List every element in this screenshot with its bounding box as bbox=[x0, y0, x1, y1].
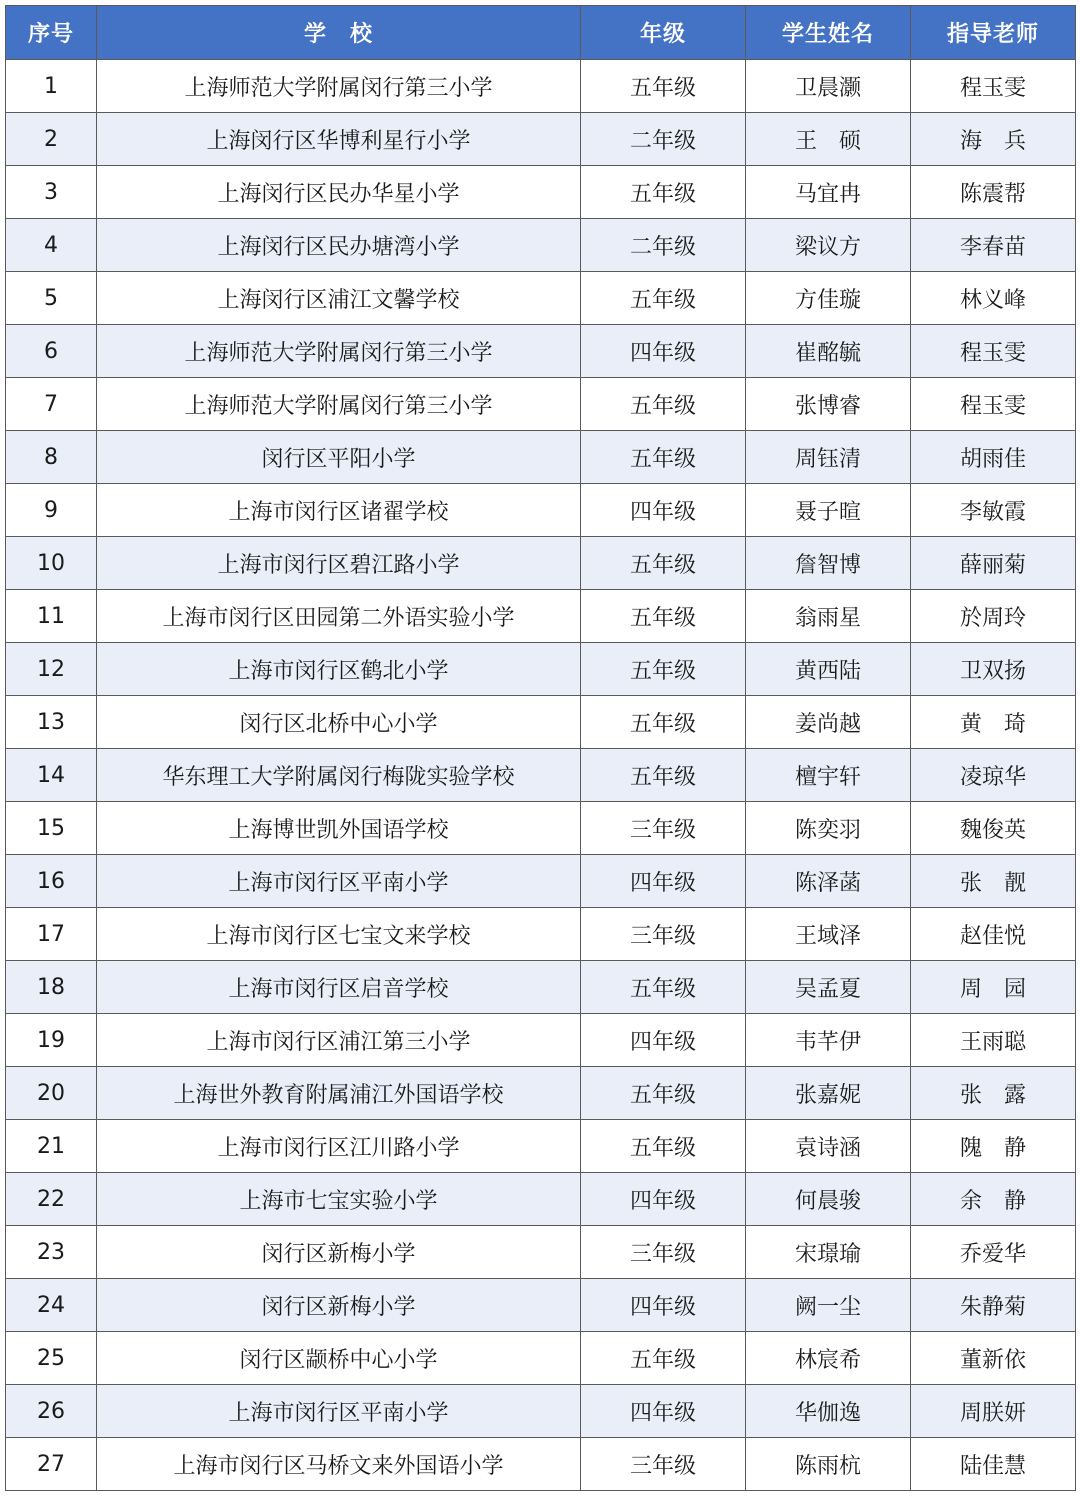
cell-student-name: 崔酩毓 bbox=[746, 325, 911, 378]
cell-school: 闵行区新梅小学 bbox=[97, 1226, 581, 1279]
header-number: 序号 bbox=[6, 6, 97, 60]
cell-teacher: 王雨聪 bbox=[911, 1014, 1076, 1067]
table-row bbox=[6, 431, 1076, 484]
cell-school: 上海市七宝实验小学 bbox=[97, 1173, 581, 1226]
cell-school: 上海市闵行区马桥文来外国语小学 bbox=[97, 1438, 581, 1491]
cell-student-name: 陈奕羽 bbox=[746, 802, 911, 855]
cell-number: 14 bbox=[6, 749, 97, 802]
table-row bbox=[6, 961, 1076, 1014]
cell-teacher: 张 露 bbox=[911, 1067, 1076, 1120]
table-row bbox=[6, 60, 1076, 113]
cell-school: 闵行区北桥中心小学 bbox=[97, 696, 581, 749]
cell-school: 上海市闵行区诸翟学校 bbox=[97, 484, 581, 537]
cell-grade: 三年级 bbox=[581, 802, 746, 855]
cell-school: 上海市闵行区田园第二外语实验小学 bbox=[97, 590, 581, 643]
cell-grade: 四年级 bbox=[581, 325, 746, 378]
cell-student-name: 吴孟夏 bbox=[746, 961, 911, 1014]
cell-number: 19 bbox=[6, 1014, 97, 1067]
cell-student-name: 宋璟瑜 bbox=[746, 1226, 911, 1279]
cell-school: 上海师范大学附属闵行第三小学 bbox=[97, 60, 581, 113]
cell-school: 上海市闵行区平南小学 bbox=[97, 1385, 581, 1438]
cell-teacher: 董新依 bbox=[911, 1332, 1076, 1385]
cell-number: 10 bbox=[6, 537, 97, 590]
cell-school: 华东理工大学附属闵行梅陇实验学校 bbox=[97, 749, 581, 802]
cell-number: 8 bbox=[6, 431, 97, 484]
cell-school: 上海市闵行区鹤北小学 bbox=[97, 643, 581, 696]
cell-grade: 五年级 bbox=[581, 643, 746, 696]
cell-grade: 五年级 bbox=[581, 961, 746, 1014]
cell-student-name: 韦芊伊 bbox=[746, 1014, 911, 1067]
cell-number: 11 bbox=[6, 590, 97, 643]
cell-grade: 五年级 bbox=[581, 1332, 746, 1385]
table-row bbox=[6, 219, 1076, 272]
table-row bbox=[6, 1173, 1076, 1226]
header-teacher: 指导老师 bbox=[911, 6, 1076, 60]
cell-teacher: 乔爱华 bbox=[911, 1226, 1076, 1279]
cell-grade: 四年级 bbox=[581, 1014, 746, 1067]
cell-teacher: 李敏霞 bbox=[911, 484, 1076, 537]
cell-school: 闵行区平阳小学 bbox=[97, 431, 581, 484]
table-row bbox=[6, 855, 1076, 908]
cell-grade: 五年级 bbox=[581, 166, 746, 219]
table-row bbox=[6, 1438, 1076, 1491]
table-row bbox=[6, 113, 1076, 166]
roster-sheet bbox=[5, 5, 1075, 1491]
table-row bbox=[6, 590, 1076, 643]
cell-number: 13 bbox=[6, 696, 97, 749]
table-row bbox=[6, 1385, 1076, 1438]
cell-student-name: 詹智博 bbox=[746, 537, 911, 590]
cell-school: 上海闵行区华博利星行小学 bbox=[97, 113, 581, 166]
cell-grade: 五年级 bbox=[581, 60, 746, 113]
cell-number: 17 bbox=[6, 908, 97, 961]
cell-grade: 五年级 bbox=[581, 1120, 746, 1173]
cell-number: 26 bbox=[6, 1385, 97, 1438]
cell-teacher: 黄 琦 bbox=[911, 696, 1076, 749]
cell-grade: 五年级 bbox=[581, 696, 746, 749]
cell-number: 18 bbox=[6, 961, 97, 1014]
table-row bbox=[6, 908, 1076, 961]
cell-grade: 五年级 bbox=[581, 378, 746, 431]
cell-grade: 四年级 bbox=[581, 1173, 746, 1226]
cell-teacher: 魏俊英 bbox=[911, 802, 1076, 855]
cell-school: 上海闵行区民办塘湾小学 bbox=[97, 219, 581, 272]
cell-number: 23 bbox=[6, 1226, 97, 1279]
cell-number: 7 bbox=[6, 378, 97, 431]
cell-grade: 五年级 bbox=[581, 537, 746, 590]
cell-grade: 五年级 bbox=[581, 431, 746, 484]
cell-number: 3 bbox=[6, 166, 97, 219]
cell-grade: 五年级 bbox=[581, 272, 746, 325]
cell-student-name: 阙一尘 bbox=[746, 1279, 911, 1332]
table-row bbox=[6, 696, 1076, 749]
cell-school: 上海师范大学附属闵行第三小学 bbox=[97, 378, 581, 431]
cell-grade: 二年级 bbox=[581, 113, 746, 166]
cell-student-name: 马宜冉 bbox=[746, 166, 911, 219]
cell-teacher: 卫双扬 bbox=[911, 643, 1076, 696]
cell-student-name: 黄西陆 bbox=[746, 643, 911, 696]
table-row bbox=[6, 272, 1076, 325]
table-row bbox=[6, 325, 1076, 378]
cell-student-name: 王域泽 bbox=[746, 908, 911, 961]
cell-student-name: 翁雨星 bbox=[746, 590, 911, 643]
header-school: 学 校 bbox=[97, 6, 581, 60]
cell-teacher: 海 兵 bbox=[911, 113, 1076, 166]
cell-teacher: 赵佳悦 bbox=[911, 908, 1076, 961]
cell-grade: 五年级 bbox=[581, 590, 746, 643]
cell-number: 4 bbox=[6, 219, 97, 272]
cell-grade: 四年级 bbox=[581, 1279, 746, 1332]
cell-school: 上海博世凯外国语学校 bbox=[97, 802, 581, 855]
cell-school: 上海市闵行区浦江第三小学 bbox=[97, 1014, 581, 1067]
table-row bbox=[6, 166, 1076, 219]
cell-student-name: 梁议方 bbox=[746, 219, 911, 272]
cell-teacher: 胡雨佳 bbox=[911, 431, 1076, 484]
cell-student-name: 林宸希 bbox=[746, 1332, 911, 1385]
cell-number: 6 bbox=[6, 325, 97, 378]
cell-student-name: 聂子暄 bbox=[746, 484, 911, 537]
cell-teacher: 李春苗 bbox=[911, 219, 1076, 272]
cell-student-name: 张博睿 bbox=[746, 378, 911, 431]
cell-student-name: 王 硕 bbox=[746, 113, 911, 166]
cell-student-name: 华伽逸 bbox=[746, 1385, 911, 1438]
cell-school: 上海市闵行区江川路小学 bbox=[97, 1120, 581, 1173]
cell-number: 22 bbox=[6, 1173, 97, 1226]
header-row bbox=[6, 6, 1076, 60]
cell-student-name: 张嘉妮 bbox=[746, 1067, 911, 1120]
cell-number: 15 bbox=[6, 802, 97, 855]
cell-grade: 二年级 bbox=[581, 219, 746, 272]
cell-school: 闵行区颛桥中心小学 bbox=[97, 1332, 581, 1385]
cell-number: 9 bbox=[6, 484, 97, 537]
cell-teacher: 林义峰 bbox=[911, 272, 1076, 325]
cell-student-name: 方佳璇 bbox=[746, 272, 911, 325]
cell-teacher: 程玉雯 bbox=[911, 325, 1076, 378]
table-body bbox=[6, 60, 1076, 1491]
cell-teacher: 隗 静 bbox=[911, 1120, 1076, 1173]
cell-grade: 三年级 bbox=[581, 1226, 746, 1279]
cell-student-name: 周钰清 bbox=[746, 431, 911, 484]
cell-number: 25 bbox=[6, 1332, 97, 1385]
cell-number: 16 bbox=[6, 855, 97, 908]
cell-student-name: 陈雨杭 bbox=[746, 1438, 911, 1491]
cell-number: 21 bbox=[6, 1120, 97, 1173]
table-row bbox=[6, 1332, 1076, 1385]
header-grade: 年级 bbox=[581, 6, 746, 60]
cell-student-name: 何晨骏 bbox=[746, 1173, 911, 1226]
cell-grade: 四年级 bbox=[581, 484, 746, 537]
cell-teacher: 周 园 bbox=[911, 961, 1076, 1014]
cell-grade: 五年级 bbox=[581, 1067, 746, 1120]
cell-teacher: 朱静菊 bbox=[911, 1279, 1076, 1332]
cell-number: 2 bbox=[6, 113, 97, 166]
cell-school: 上海闵行区浦江文馨学校 bbox=[97, 272, 581, 325]
cell-student-name: 袁诗涵 bbox=[746, 1120, 911, 1173]
table-row bbox=[6, 1279, 1076, 1332]
cell-school: 上海市闵行区平南小学 bbox=[97, 855, 581, 908]
cell-number: 27 bbox=[6, 1438, 97, 1491]
table-row bbox=[6, 802, 1076, 855]
cell-number: 5 bbox=[6, 272, 97, 325]
cell-student-name: 姜尚越 bbox=[746, 696, 911, 749]
cell-teacher: 周朕妍 bbox=[911, 1385, 1076, 1438]
cell-school: 上海市闵行区启音学校 bbox=[97, 961, 581, 1014]
cell-student-name: 陈泽菡 bbox=[746, 855, 911, 908]
cell-number: 24 bbox=[6, 1279, 97, 1332]
cell-teacher: 於周玲 bbox=[911, 590, 1076, 643]
cell-teacher: 程玉雯 bbox=[911, 378, 1076, 431]
table-row bbox=[6, 1067, 1076, 1120]
table-row bbox=[6, 378, 1076, 431]
table-row bbox=[6, 1014, 1076, 1067]
table-header bbox=[6, 6, 1076, 60]
cell-number: 1 bbox=[6, 60, 97, 113]
cell-teacher: 程玉雯 bbox=[911, 60, 1076, 113]
table-row bbox=[6, 1120, 1076, 1173]
cell-teacher: 余 静 bbox=[911, 1173, 1076, 1226]
cell-teacher: 陆佳慧 bbox=[911, 1438, 1076, 1491]
cell-school: 上海世外教育附属浦江外国语学校 bbox=[97, 1067, 581, 1120]
cell-grade: 四年级 bbox=[581, 855, 746, 908]
cell-grade: 三年级 bbox=[581, 908, 746, 961]
cell-teacher: 陈震帮 bbox=[911, 166, 1076, 219]
cell-school: 上海闵行区民办华星小学 bbox=[97, 166, 581, 219]
cell-number: 12 bbox=[6, 643, 97, 696]
table-row bbox=[6, 537, 1076, 590]
cell-teacher: 薛丽菊 bbox=[911, 537, 1076, 590]
table-row bbox=[6, 1226, 1076, 1279]
cell-grade: 五年级 bbox=[581, 749, 746, 802]
cell-student-name: 檀宇轩 bbox=[746, 749, 911, 802]
header-student-name: 学生姓名 bbox=[746, 6, 911, 60]
table-row bbox=[6, 484, 1076, 537]
cell-number: 20 bbox=[6, 1067, 97, 1120]
cell-school: 上海市闵行区七宝文来学校 bbox=[97, 908, 581, 961]
cell-grade: 三年级 bbox=[581, 1438, 746, 1491]
cell-grade: 四年级 bbox=[581, 1385, 746, 1438]
table-row bbox=[6, 749, 1076, 802]
student-roster-table bbox=[5, 5, 1076, 1491]
cell-student-name: 卫晨灏 bbox=[746, 60, 911, 113]
cell-school: 闵行区新梅小学 bbox=[97, 1279, 581, 1332]
table-row bbox=[6, 643, 1076, 696]
cell-teacher: 张 靓 bbox=[911, 855, 1076, 908]
cell-school: 上海师范大学附属闵行第三小学 bbox=[97, 325, 581, 378]
cell-teacher: 凌琼华 bbox=[911, 749, 1076, 802]
cell-school: 上海市闵行区碧江路小学 bbox=[97, 537, 581, 590]
